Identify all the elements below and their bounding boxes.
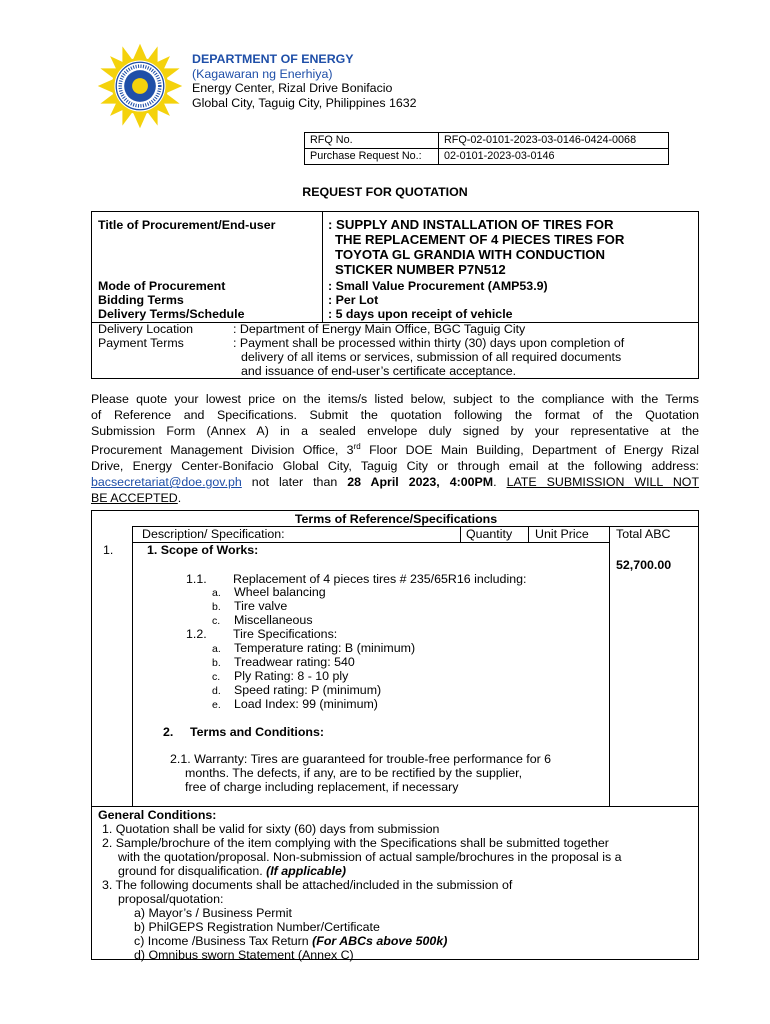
list-item-letter: e. xyxy=(212,699,221,711)
condition-2-cont: with the quotation/proposal. Non-submission of actual sample/brochures in the proposal is a xyxy=(118,850,622,864)
instructions-line: Procurement Management Division Office, 3rd Floor DOE Main Building, Department of Energy Rizal xyxy=(91,442,699,458)
document-item: c) Income /Business Tax Return (For ABCs above 500k) xyxy=(134,934,448,948)
delivery-terms-value: : 5 days upon receipt of vehicle xyxy=(328,307,513,321)
col-unit-price: Unit Price xyxy=(535,527,589,541)
instructions-line: of Reference and Specifications. Submit the quotation following the format of the Quotation xyxy=(91,408,699,422)
rfq-reference-table xyxy=(304,132,669,165)
list-item: Load Index: 99 (minimum) xyxy=(234,697,378,711)
title-value-4: STICKER NUMBER P7N512 xyxy=(335,262,506,277)
document-item: b) PhilGEPS Registration Number/Certificate xyxy=(134,920,380,934)
rfq-no-label: RFQ No. xyxy=(305,133,439,149)
instructions-line: Submission Form (Annex A) in a sealed envelope duly signed by your representative at the xyxy=(91,424,699,438)
title-value-2: THE REPLACEMENT OF 4 PIECES TIRES FOR xyxy=(335,232,625,247)
bidding-label: Bidding Terms xyxy=(98,293,184,307)
scope-title: 1. Scope of Works: xyxy=(147,543,259,557)
instructions-line: bacsecretariat@doe.gov.ph not later than 28 April 2023, 4:00PM. LATE SUBMISSION WILL NOT xyxy=(91,475,700,490)
delivery-terms-label: Delivery Terms/Schedule xyxy=(98,307,245,321)
title-label: Title of Procurement/End-user xyxy=(98,218,276,232)
department-name: DEPARTMENT OF ENERGY xyxy=(192,52,354,66)
warranty-line-3: free of charge including replacement, if necessary xyxy=(185,780,459,794)
document-item: d) Omnibus sworn Statement (Annex C) xyxy=(134,948,354,962)
if-applicable-note: (If applicable) xyxy=(266,864,346,878)
condition-2: 2. Sample/brochure of the item complying with the Specifications shall be submitted together xyxy=(102,836,609,850)
list-item: Miscellaneous xyxy=(234,613,313,627)
title-value-3: TOYOTA GL GRANDIA WITH CONDUCTION xyxy=(335,247,606,262)
document-item: a) Mayor’s / Business Permit xyxy=(134,906,292,920)
warranty-line-1: 2.1. Warranty: Tires are guaranteed for trouble-free performance for 6 xyxy=(170,752,552,766)
deadline: 28 April 2023, 4:00PM xyxy=(347,475,494,490)
condition-3-cont: proposal/quotation: xyxy=(118,892,224,906)
late-warning: LATE SUBMISSION WILL NOT xyxy=(506,475,700,490)
payment-value-2: delivery of all items or services, submission of all required documents xyxy=(241,350,622,364)
tor-heading: Terms of Reference/Specifications xyxy=(294,512,498,526)
instructions-line: Drive, Energy Center-Bonifacio Global City, Taguig City or through email at the following address: xyxy=(91,459,699,474)
payment-value-3: and issuance of end-user’s certificate acceptance. xyxy=(241,364,517,378)
pr-no-label: Purchase Request No.: xyxy=(305,149,439,165)
instructions-paragraph xyxy=(91,391,699,506)
abc-note: (For ABCs above 500k) xyxy=(312,934,448,948)
pr-no-value: 02-0101-2023-03-0146 xyxy=(439,149,669,165)
bidding-value: : Per Lot xyxy=(328,293,379,307)
condition-2-cont: ground for disqualification. (If applicable) xyxy=(118,864,346,878)
list-item-letter: b. xyxy=(212,601,221,613)
condition-1: 1. Quotation shall be valid for sixty (60) days from submission xyxy=(102,822,440,836)
col-total-abc: Total ABC xyxy=(616,527,671,541)
list-item: Treadwear rating: 540 xyxy=(234,655,355,669)
instructions-line: BE ACCEPTED. xyxy=(91,491,182,506)
address-line-1: Energy Center, Rizal Drive Bonifacio xyxy=(192,81,393,95)
address-line-2: Global City, Taguig City, Philippines 1632 xyxy=(192,95,417,110)
col-quantity: Quantity xyxy=(466,527,513,541)
list-item: Tire valve xyxy=(234,599,288,613)
section-1-1-text: Replacement of 4 pieces tires # 235/65R16 including: xyxy=(233,572,527,586)
list-item-letter: d. xyxy=(212,685,221,697)
list-item: Wheel balancing xyxy=(234,585,326,599)
list-item: Ply Rating: 8 - 10 ply xyxy=(234,669,349,683)
item-number: 1. xyxy=(103,543,114,557)
condition-3: 3. The following documents shall be attached/included in the submission of xyxy=(102,878,513,892)
section-1-2-text: Tire Specifications: xyxy=(233,627,338,641)
terms-of-reference-table xyxy=(91,510,699,960)
payment-label: Payment Terms xyxy=(98,336,184,350)
doe-seal-icon xyxy=(96,42,184,130)
list-item: Speed rating: P (minimum) xyxy=(234,683,382,697)
general-conditions-title: General Conditions: xyxy=(98,808,217,822)
title-value-1: : SUPPLY AND INSTALLATION OF TIRES FOR xyxy=(328,217,614,232)
department-tagalog: (Kagawaran ng Enerhiya) xyxy=(192,66,333,81)
mode-value: : Small Value Procurement (AMP53.9) xyxy=(328,279,548,293)
mode-label: Mode of Procurement xyxy=(98,279,226,293)
terms-title: Terms and Conditions: xyxy=(190,725,325,739)
page-title: REQUEST FOR QUOTATION xyxy=(302,185,468,199)
delivery-location-label: Delivery Location xyxy=(98,322,194,336)
list-item-letter: c. xyxy=(212,615,221,627)
warranty-line-2: months. The defects, if any, are to be rectified by the supplier, xyxy=(185,766,523,780)
list-item-letter: a. xyxy=(212,643,221,655)
payment-value-1: : Payment shall be processed within thirty (30) days upon completion of xyxy=(233,336,625,350)
bac-email-link[interactable]: bacsecretariat@doe.gov.ph xyxy=(91,475,242,490)
terms-number: 2. xyxy=(163,725,174,739)
rfq-no-value: RFQ-02-0101-2023-03-0146-0424-0068 xyxy=(439,133,669,149)
total-abc-value: 52,700.00 xyxy=(616,558,672,572)
list-item-letter: a. xyxy=(212,587,221,599)
instructions-line: Please quote your lowest price on the items/s listed below, subject to the compliance with the Terms xyxy=(91,392,699,406)
list-item-letter: c. xyxy=(212,671,221,683)
delivery-location-value: : Department of Energy Main Office, BGC Taguig City xyxy=(233,322,526,336)
section-1-2-number: 1.2. xyxy=(186,627,207,641)
list-item: Temperature rating: B (minimum) xyxy=(234,641,416,655)
list-item-letter: b. xyxy=(212,657,221,669)
section-1-1-number: 1.1. xyxy=(186,572,207,586)
letterhead xyxy=(192,52,417,110)
procurement-details xyxy=(91,211,699,379)
col-description: Description/ Specification: xyxy=(142,527,285,541)
